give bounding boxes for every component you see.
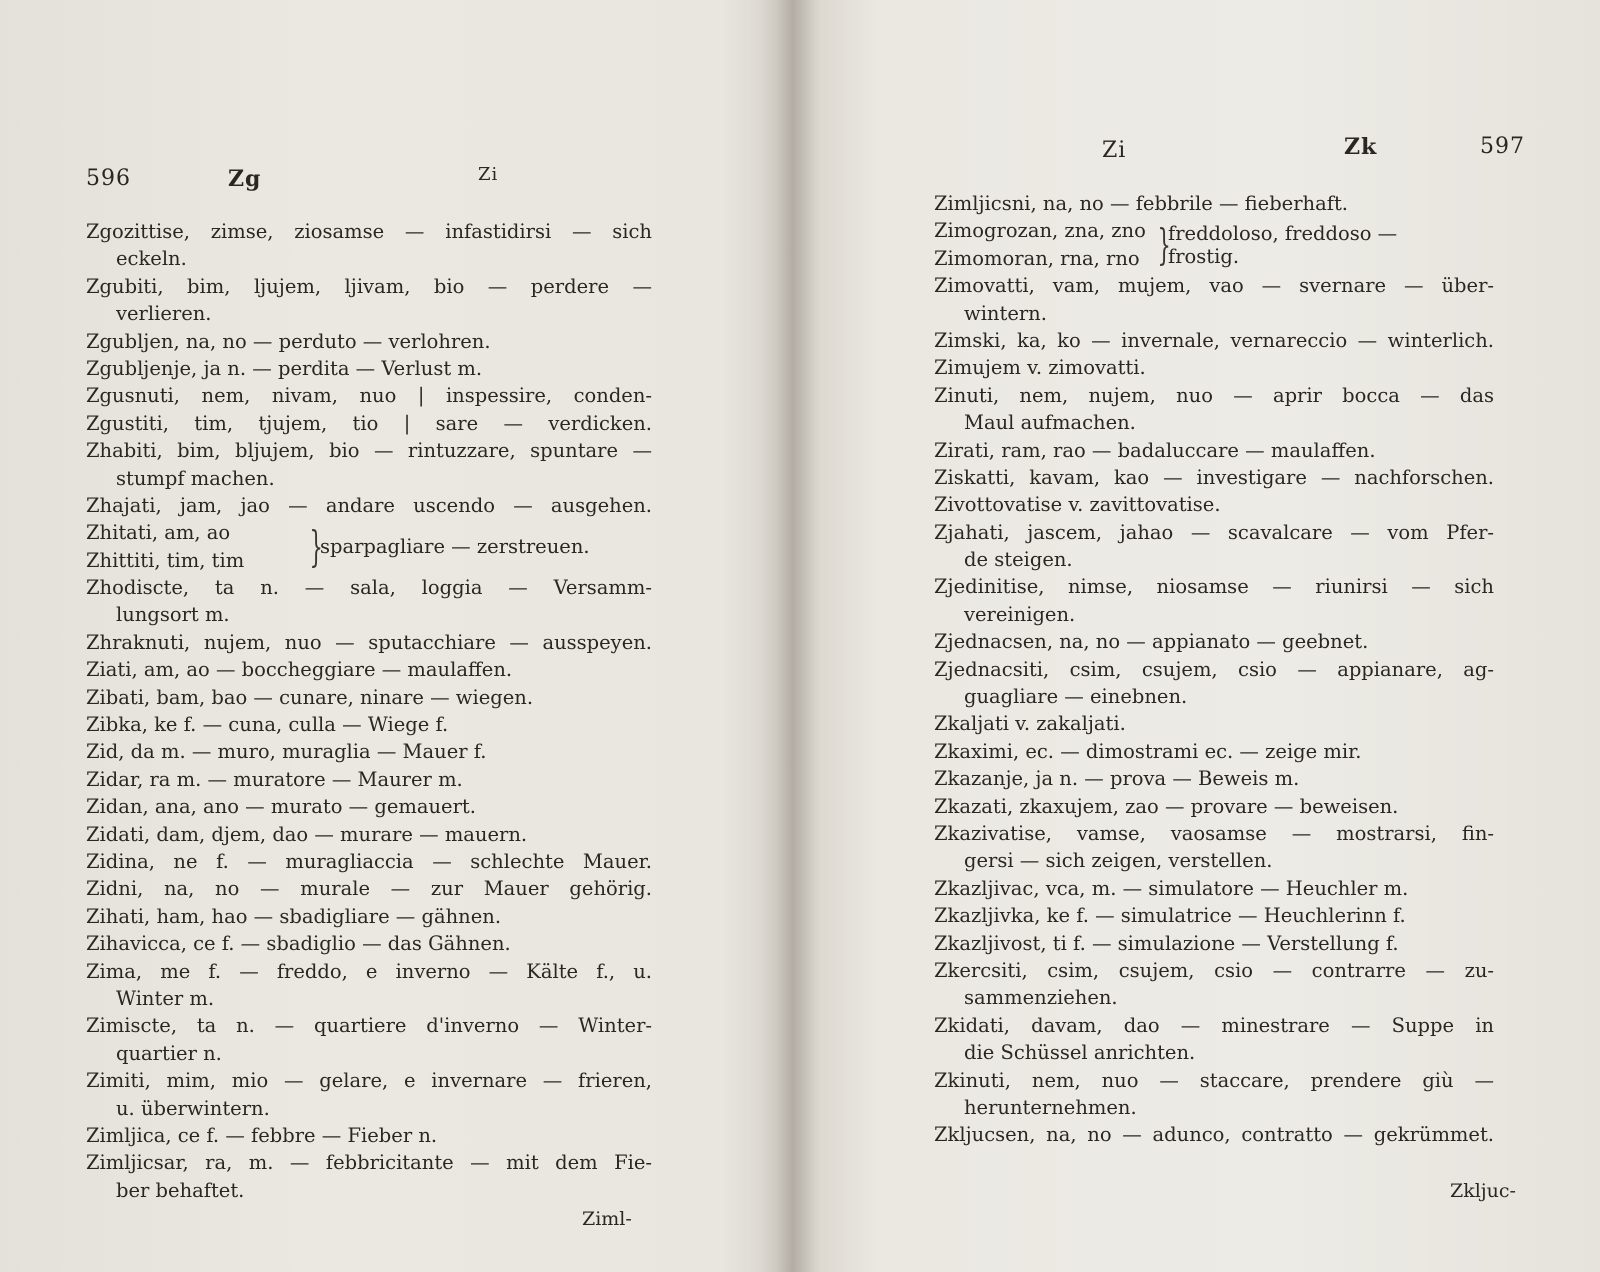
entry-line: Zgozittise, zimse, ziosamse — infastidirsi — sich [86, 220, 652, 243]
entry-line: Zhraknuti, nujem, nuo — sputacchiare — ausspeyen. [86, 630, 652, 654]
running-header-first: Zi [1102, 138, 1127, 163]
entry-line: de steigen. [964, 548, 1073, 572]
entry-line: Zjednacsen, na, no — appianato — geebnet. [934, 630, 1369, 654]
entry-line: Zkidati, davam, dao — minestrare — Suppe in [934, 1013, 1494, 1037]
dictionary-entries [934, 190, 1494, 1149]
entry-line: Zihati, ham, hao — sbadigliare — gähnen. [86, 904, 502, 928]
entry-line: frostig. [1168, 244, 1240, 268]
entry-line: gersi — sich zeigen, verstellen. [964, 849, 1273, 873]
entry-line: Zimogrozan, zna, zno [934, 219, 1146, 243]
entry-line: Zgusnuti, nem, nivam, nuo | inspessire, conden- [86, 384, 652, 408]
entry-line: freddoloso, freddoso — [1168, 221, 1398, 245]
entry-line: Winter m. [116, 986, 215, 1010]
entry-line: Zidan, ana, ano — murato — gemauert. [86, 795, 476, 819]
running-header-last: Zk [1344, 134, 1378, 160]
entry-line: Zid, da m. — muro, muraglia — Mauer f. [86, 740, 487, 764]
catchword: Zkljuc- [1450, 1180, 1516, 1202]
entry-line: ber behaftet. [116, 1178, 245, 1202]
running-header-first: Zg [228, 166, 262, 192]
entry-line: Zirati, ram, rao — badaluccare — maulaffen. [934, 438, 1376, 462]
entry-line: Zkazanje, ja n. — prova — Beweis m. [934, 767, 1300, 791]
entry-line: Zidati, dam, djem, dao — murare — mauern. [86, 822, 528, 846]
entry-line: Zhabiti, bim, bljujem, bio — rintuzzare, spuntare — [86, 439, 652, 463]
brace: } [309, 521, 323, 571]
entry-line: Zidar, ra m. — muratore — Maurer m. [86, 767, 463, 791]
entry-line: Zima, me f. — freddo, e inverno — Kälte f., u. [86, 959, 652, 983]
entry-line: sammenziehen. [964, 986, 1118, 1010]
entry-line: herunternehmen. [964, 1095, 1137, 1119]
dictionary-entries [86, 218, 652, 1204]
brace: } [1157, 219, 1171, 269]
entry-line: Zibka, ke f. — cuna, culla — Wiege f. [86, 713, 449, 737]
entry-line: Zkazljivka, ke f. — simulatrice — Heuchlerinn f. [934, 904, 1406, 928]
braced-entry [934, 217, 1494, 272]
entry-line: stumpf machen. [116, 466, 275, 490]
entry-line: lungsort m. [116, 603, 230, 627]
left-page [0, 0, 780, 1272]
entry-line: Zkazljivost, ti f. — simulazione — Verstellung f. [934, 931, 1399, 955]
entry-line: Zkazljivac, vca, m. — simulatore — Heuchler m. [934, 876, 1409, 900]
entry-line: Zimujem v. zimovatti. [934, 356, 1146, 380]
entry-line: Zivottovatise v. zavittovatise. [934, 493, 1221, 517]
entry-line: Zihavicca, ce f. — sbadiglio — das Gähnen. [86, 932, 511, 956]
entry-line: wintern. [964, 301, 1047, 325]
entry-line: Zhitati, am, ao [86, 521, 231, 545]
entry-line: Zinuti, nem, nujem, nuo — aprir bocca — das [934, 383, 1494, 407]
entry-line: Zjahati, jascem, jahao — scavalcare — vom Pfer- [934, 520, 1494, 544]
entry-line: verlieren. [116, 302, 212, 326]
entry-line: Zimiti, mim, mio — gelare, e invernare — frieren, [86, 1069, 652, 1093]
entry-line: Zidina, ne f. — muragliaccia — schlechte Mauer. [86, 850, 652, 873]
entry-line: Zkaljati v. zakaljati. [934, 712, 1126, 736]
entry-line: Zjedinitise, nimse, niosamse — riunirsi — sich [934, 575, 1494, 599]
entry-line: Zgubljenje, ja n. — perdita — Verlust m. [86, 356, 483, 380]
entry-line: Zgubiti, bim, ljujem, ljivam, bio — perdere — [86, 274, 652, 298]
entry-line: Zkljucsen, na, no — adunco, contratto — gekrümmet. [934, 1123, 1494, 1147]
entry-line: die Schüssel anrichten. [964, 1041, 1196, 1065]
page-number: 596 [86, 166, 131, 191]
entry-line: Zibati, bam, bao — cunare, ninare — wiegen. [86, 685, 534, 709]
entry-line: Ziati, am, ao — boccheggiare — maulaffen. [86, 658, 513, 682]
entry-line: Zimiscte, ta n. — quartiere d'inverno — Winter- [86, 1014, 652, 1038]
entry-line: Zgubljen, na, no — perduto — verlohren. [86, 329, 491, 353]
entry-line: Ziskatti, kavam, kao — investigare — nachforschen. [934, 465, 1494, 489]
entry-line: Zhajati, jam, jao — andare uscendo — ausgehen. [86, 493, 652, 517]
entry-line: Zkinuti, nem, nuo — staccare, prendere giù — [934, 1068, 1494, 1092]
braced-entry [86, 519, 652, 574]
page-number: 597 [1480, 134, 1525, 159]
braced-translation [1168, 222, 1494, 268]
entry-line: Zimljicsni, na, no — febbrile — fieberhaft. [934, 192, 1348, 215]
entry-line: quartier n. [116, 1041, 222, 1065]
entry-line: Zkazivatise, vamse, vaosamse — mostrarsi, fin- [934, 822, 1494, 845]
right-page [800, 0, 1600, 1272]
catchword: Ziml- [582, 1208, 632, 1230]
entry-line: vereinigen. [964, 602, 1076, 626]
entry-line: sparpagliare — zerstreuen. [320, 535, 590, 559]
running-header-last: Zi [478, 164, 499, 185]
entry-line: Zimljicsar, ra, m. — febbricitante — mit dem Fie- [86, 1151, 652, 1175]
entry-line: Zimski, ka, ko — invernale, vernareccio — winterlich. [934, 328, 1494, 352]
entry-line: eckeln. [116, 247, 187, 271]
entry-line: Zkaximi, ec. — dimostrami ec. — zeige mir. [934, 739, 1362, 763]
entry-line: Zkercsiti, csim, csujem, csio — contrarre — zu- [934, 958, 1494, 982]
entry-line: Zhodiscte, ta n. — sala, loggia — Versamm- [86, 576, 652, 600]
entry-line: guagliare — einebnen. [964, 685, 1188, 709]
entry-line: Zgustiti, tim, tjujem, tio | sare — verdicken. [86, 411, 652, 435]
entry-line: Maul aufmachen. [964, 411, 1136, 435]
entry-line: Zimovatti, vam, mujem, vao — svernare — über- [934, 274, 1494, 298]
entry-line: Zjednacsiti, csim, csujem, csio — appianare, ag- [934, 657, 1494, 681]
entry-line: u. überwintern. [116, 1096, 270, 1120]
entry-line: Zkazati, zkaxujem, zao — provare — beweisen. [934, 794, 1399, 818]
entry-line: Zidni, na, no — murale — zur Mauer gehörig. [86, 877, 652, 901]
entry-line: Zimomoran, rna, rno [934, 246, 1140, 270]
entry-line: Zhittiti, tim, tim [86, 548, 245, 572]
entry-line: Zimljica, ce f. — febbre — Fieber n. [86, 1123, 438, 1147]
